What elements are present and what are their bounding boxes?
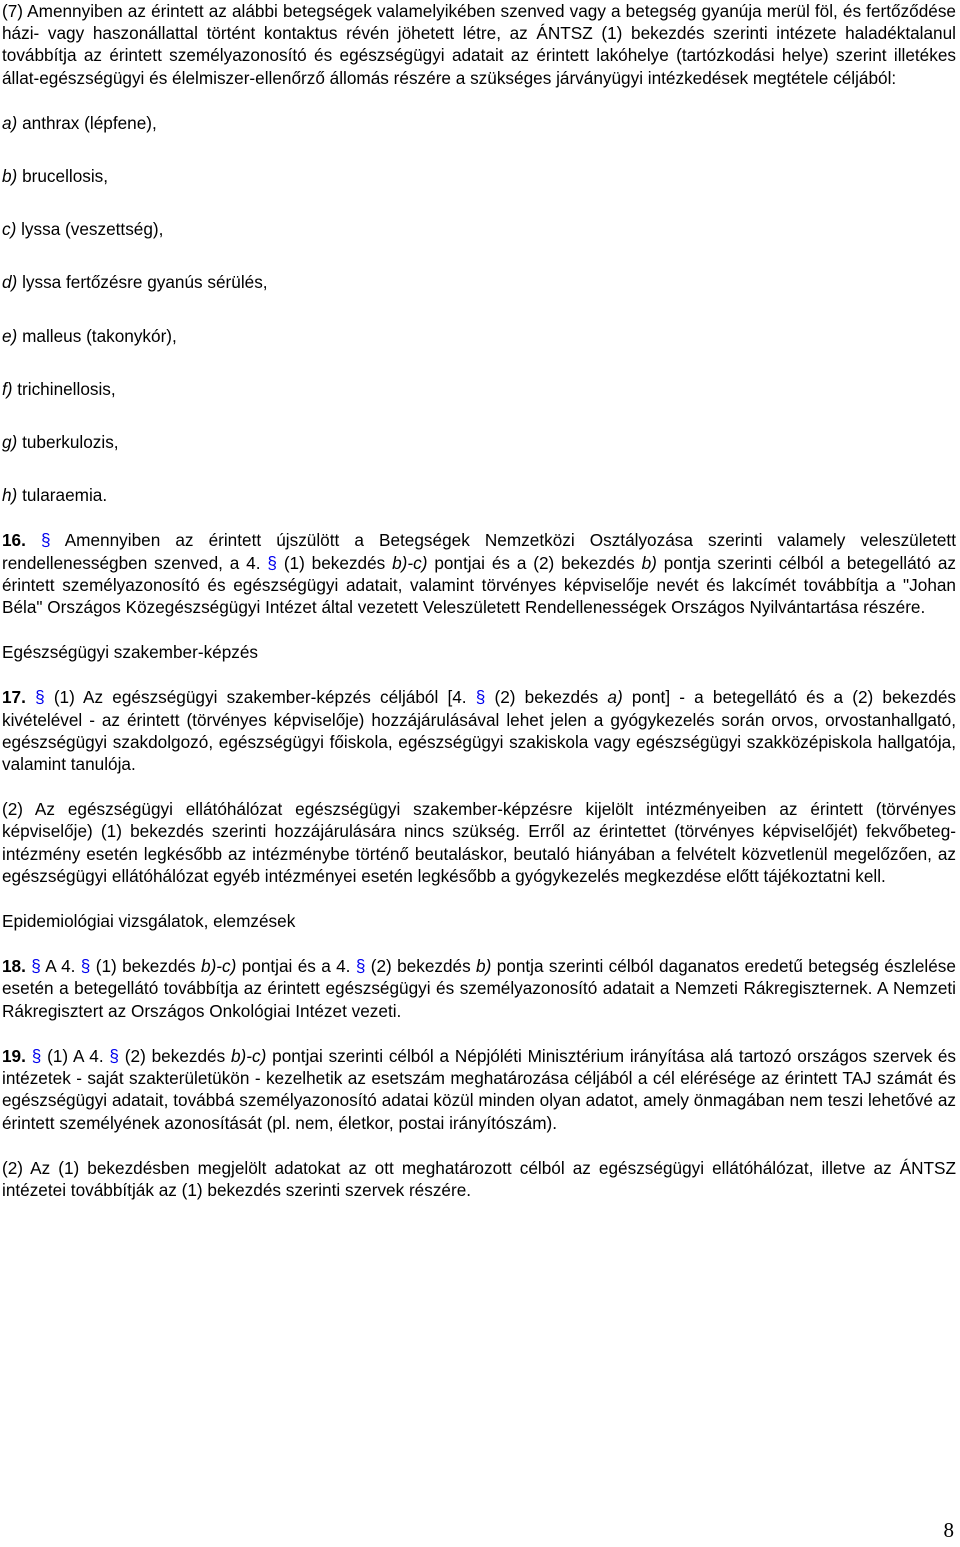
- section-19-paragraph-2: (2) Az (1) bekezdésben megjelölt adatokat az ott meghatározott célból az egészségügyi ellátóhálózat, illetve az ÁNTSZ intézetei továbbítják az (1) bekezdés szerinti szervek részére.: [2, 1157, 956, 1200]
- section-16: 16. § Amennyiben az érintett újszülött a Betegségek Nemzetközi Osztályozása szerinti valamely veleszületett rendellenességben szenved, a 4. § (1) bekezdés b)-c) pontjai és a (2) bekezdés b) pontja szerinti célból a betegellátó az érintett személyazonosító és egészségügyi adatait, valamint törvényes képviselője nevét és lakcímét továbbítja a "Johan Béla" Országos Közegészségügyi Intézet által vezetett Veleszületett Rendellenességek Országos Nyilvántartása részére.: [2, 530, 957, 618]
- disease-list: [2, 112, 956, 507]
- document-body: [2, 0, 956, 1224]
- section-17-paragraph-2: (2) Az egészségügyi ellátóhálózat egészségügyi szakember-képzésre kijelölt intézményeiben az érintett (törvényes képviselője) (1) bekezdés szerinti hozzájárulására nincs szükség. Erről az érintettet (törvényes képviselőjét) fekvőbeteg-intézmény esetén legkésőbb az intézménybe történő beutaláskor, beutaló hiányában a felvételt közvetlenül megelőzően, az egészségügyi ellátóhálózat egyéb intézményei esetén legkésőbb a gyógykezelés megkezdése előtt tájékoztatni kell.: [2, 799, 956, 886]
- section-link[interactable]: §: [109, 1045, 119, 1066]
- section-link[interactable]: §: [31, 1045, 42, 1066]
- section-link[interactable]: §: [35, 687, 45, 708]
- section-17: 17. § (1) Az egészségügyi szakember-képzés céljából [4. § (2) bekezdés a) pont] - a betegellátó és a (2) bekezdés kivételével - az érintett (törvényes képviselője) hozzájárulásával lehet jelen a gyógykezelés során orvos, orvostanhallgató, egészségügyi szakdolgozó, egészségügyi főiskola, egészségügyi szakiskola vagy egészségügyi szakközépiskola hallgatója, valamint tanulója.: [2, 687, 956, 775]
- list-item: d) lyssa fertőzésre gyanús sérülés,: [2, 272, 268, 293]
- list-item: g) tuberkulozis,: [2, 432, 119, 453]
- section-link[interactable]: §: [80, 956, 91, 977]
- section-18: 18. § A 4. § (1) bekezdés b)-c) pontjai és a 4. § (2) bekezdés b) pontja szerinti célból daganatos eredetű betegség észlelése esetén a betegellátó továbbítja az érintett egészségügyi és személyazonosító adatait a Nemzeti Rákregiszternek. A Nemzeti Rákregisztert az Országos Onkológiai Intézet vezeti.: [2, 956, 956, 1021]
- section-link[interactable]: §: [475, 687, 486, 708]
- list-item: e) malleus (takonykór),: [2, 325, 177, 346]
- heading-epidemiology: Epidemiológiai vizsgálatok, elemzések: [2, 911, 296, 932]
- list-item: b) brucellosis,: [2, 166, 109, 187]
- section-link[interactable]: §: [31, 956, 41, 977]
- page-number: 8: [943, 1518, 954, 1542]
- section-19: 19. § (1) A 4. § (2) bekezdés b)-c) pontjai szerinti célból a Népjóléti Minisztérium irányítása alá tartozó országos szervek és intézetek - saját szakterületükön - kezelhetik az esetszám meghatározása céljából a cél elérésége az érintett TAJ számát és egészségügyi adatait, továbbá személyazonosító adatai közül minden olyan adatot, amely önmagában nem teszi lehetővé az érintett személyének azonosítását (pl. nem, életkor, postai irányítószám).: [2, 1045, 956, 1133]
- list-item: c) lyssa (veszettség),: [2, 219, 164, 240]
- list-item: h) tularaemia.: [2, 485, 108, 506]
- paragraph-7-intro: (7) Amennyiben az érintett az alábbi betegségek valamelyikében szenved vagy a betegség gyanúja merül föl, és fertőződése házi- vagy haszonállattal történt kontaktus révén jöhetett létre, az ÁNTSZ (1) bekezdés szerinti intézete haladéktalanul továbbítja az érintett személyazonosító és egészségügyi adatait az érintett lakóhelye (tartózkodási helye) szerint illetékes állat-egészségügyi és élelmiszer-ellenőrző állomás részére a szükséges járványügyi intézkedések megtétele céljából:: [2, 1, 956, 88]
- heading-training: Egészségügyi szakember-képzés: [2, 642, 259, 663]
- section-link[interactable]: §: [355, 956, 366, 977]
- section-link[interactable]: §: [267, 552, 277, 573]
- list-item: a) anthrax (lépfene),: [2, 112, 157, 133]
- section-link[interactable]: §: [41, 530, 51, 551]
- list-item: f) trichinellosis,: [2, 378, 116, 399]
